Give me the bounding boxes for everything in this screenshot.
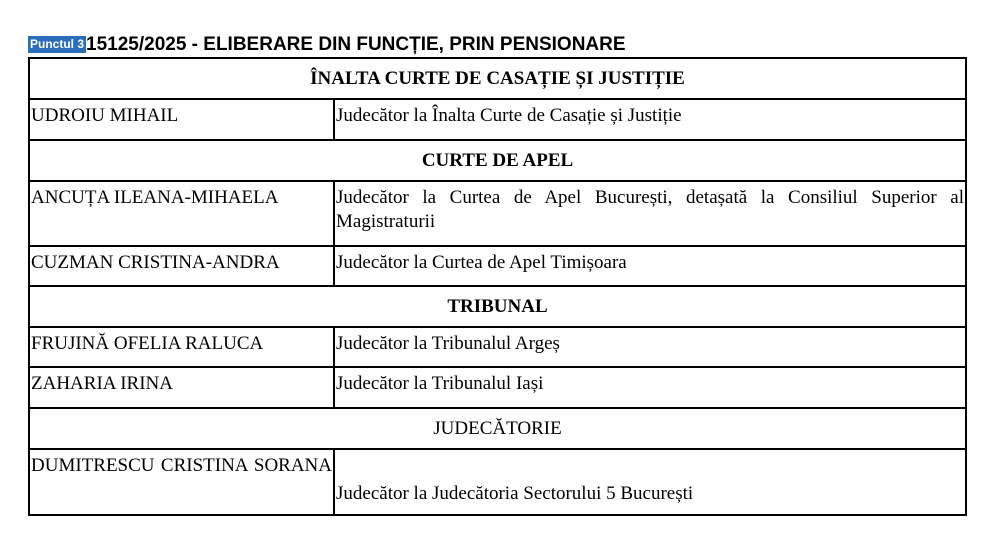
item-title: 15125/2025 - ELIBERARE DIN FUNCȚIE, PRIN PENSIONARE — [86, 34, 626, 55]
section-title: JUDECĂTORIE — [29, 408, 966, 449]
section-header-row — [29, 408, 966, 449]
section-header-row — [29, 140, 966, 181]
judge-name: DUMITRESCU CRISTINA SORANA — [29, 449, 334, 515]
table-row — [29, 246, 966, 286]
judge-name: FRUJINĂ OFELIA RALUCA — [29, 327, 334, 367]
judge-role: Judecător la Tribunalul Argeș — [334, 327, 966, 367]
item-number-badge: Punctul 3 — [30, 37, 85, 51]
judges-table — [28, 57, 967, 516]
section-header-row — [29, 58, 966, 99]
table-row — [29, 99, 966, 140]
section-title: CURTE DE APEL — [29, 140, 966, 181]
table-row — [29, 367, 966, 408]
table-row — [29, 449, 966, 515]
judge-role: Judecător la Tribunalul Iași — [334, 367, 966, 408]
judge-name: ZAHARIA IRINA — [29, 367, 334, 408]
section-title: ÎNALTA CURTE DE CASAȚIE ȘI JUSTIȚIE — [29, 58, 966, 99]
judge-name: CUZMAN CRISTINA-ANDRA — [29, 246, 334, 286]
judge-name: ANCUȚA ILEANA-MIHAELA — [29, 181, 334, 246]
section-header-row — [29, 286, 966, 327]
judge-name: UDROIU MIHAIL — [29, 99, 334, 140]
judge-role: Judecător la Înalta Curte de Casație și Justiție — [334, 99, 966, 140]
judge-role: Judecător la Curtea de Apel Timișoara — [334, 246, 966, 286]
judge-role: Judecător la Curtea de Apel București, detașată la Consiliul Superior al Magistraturii — [334, 181, 966, 246]
section-title: TRIBUNAL — [29, 286, 966, 327]
item-heading — [28, 33, 626, 57]
table-row — [29, 181, 966, 246]
judge-role: Judecător la Judecătoria Sectorului 5 București — [334, 449, 966, 515]
table-row — [29, 327, 966, 367]
